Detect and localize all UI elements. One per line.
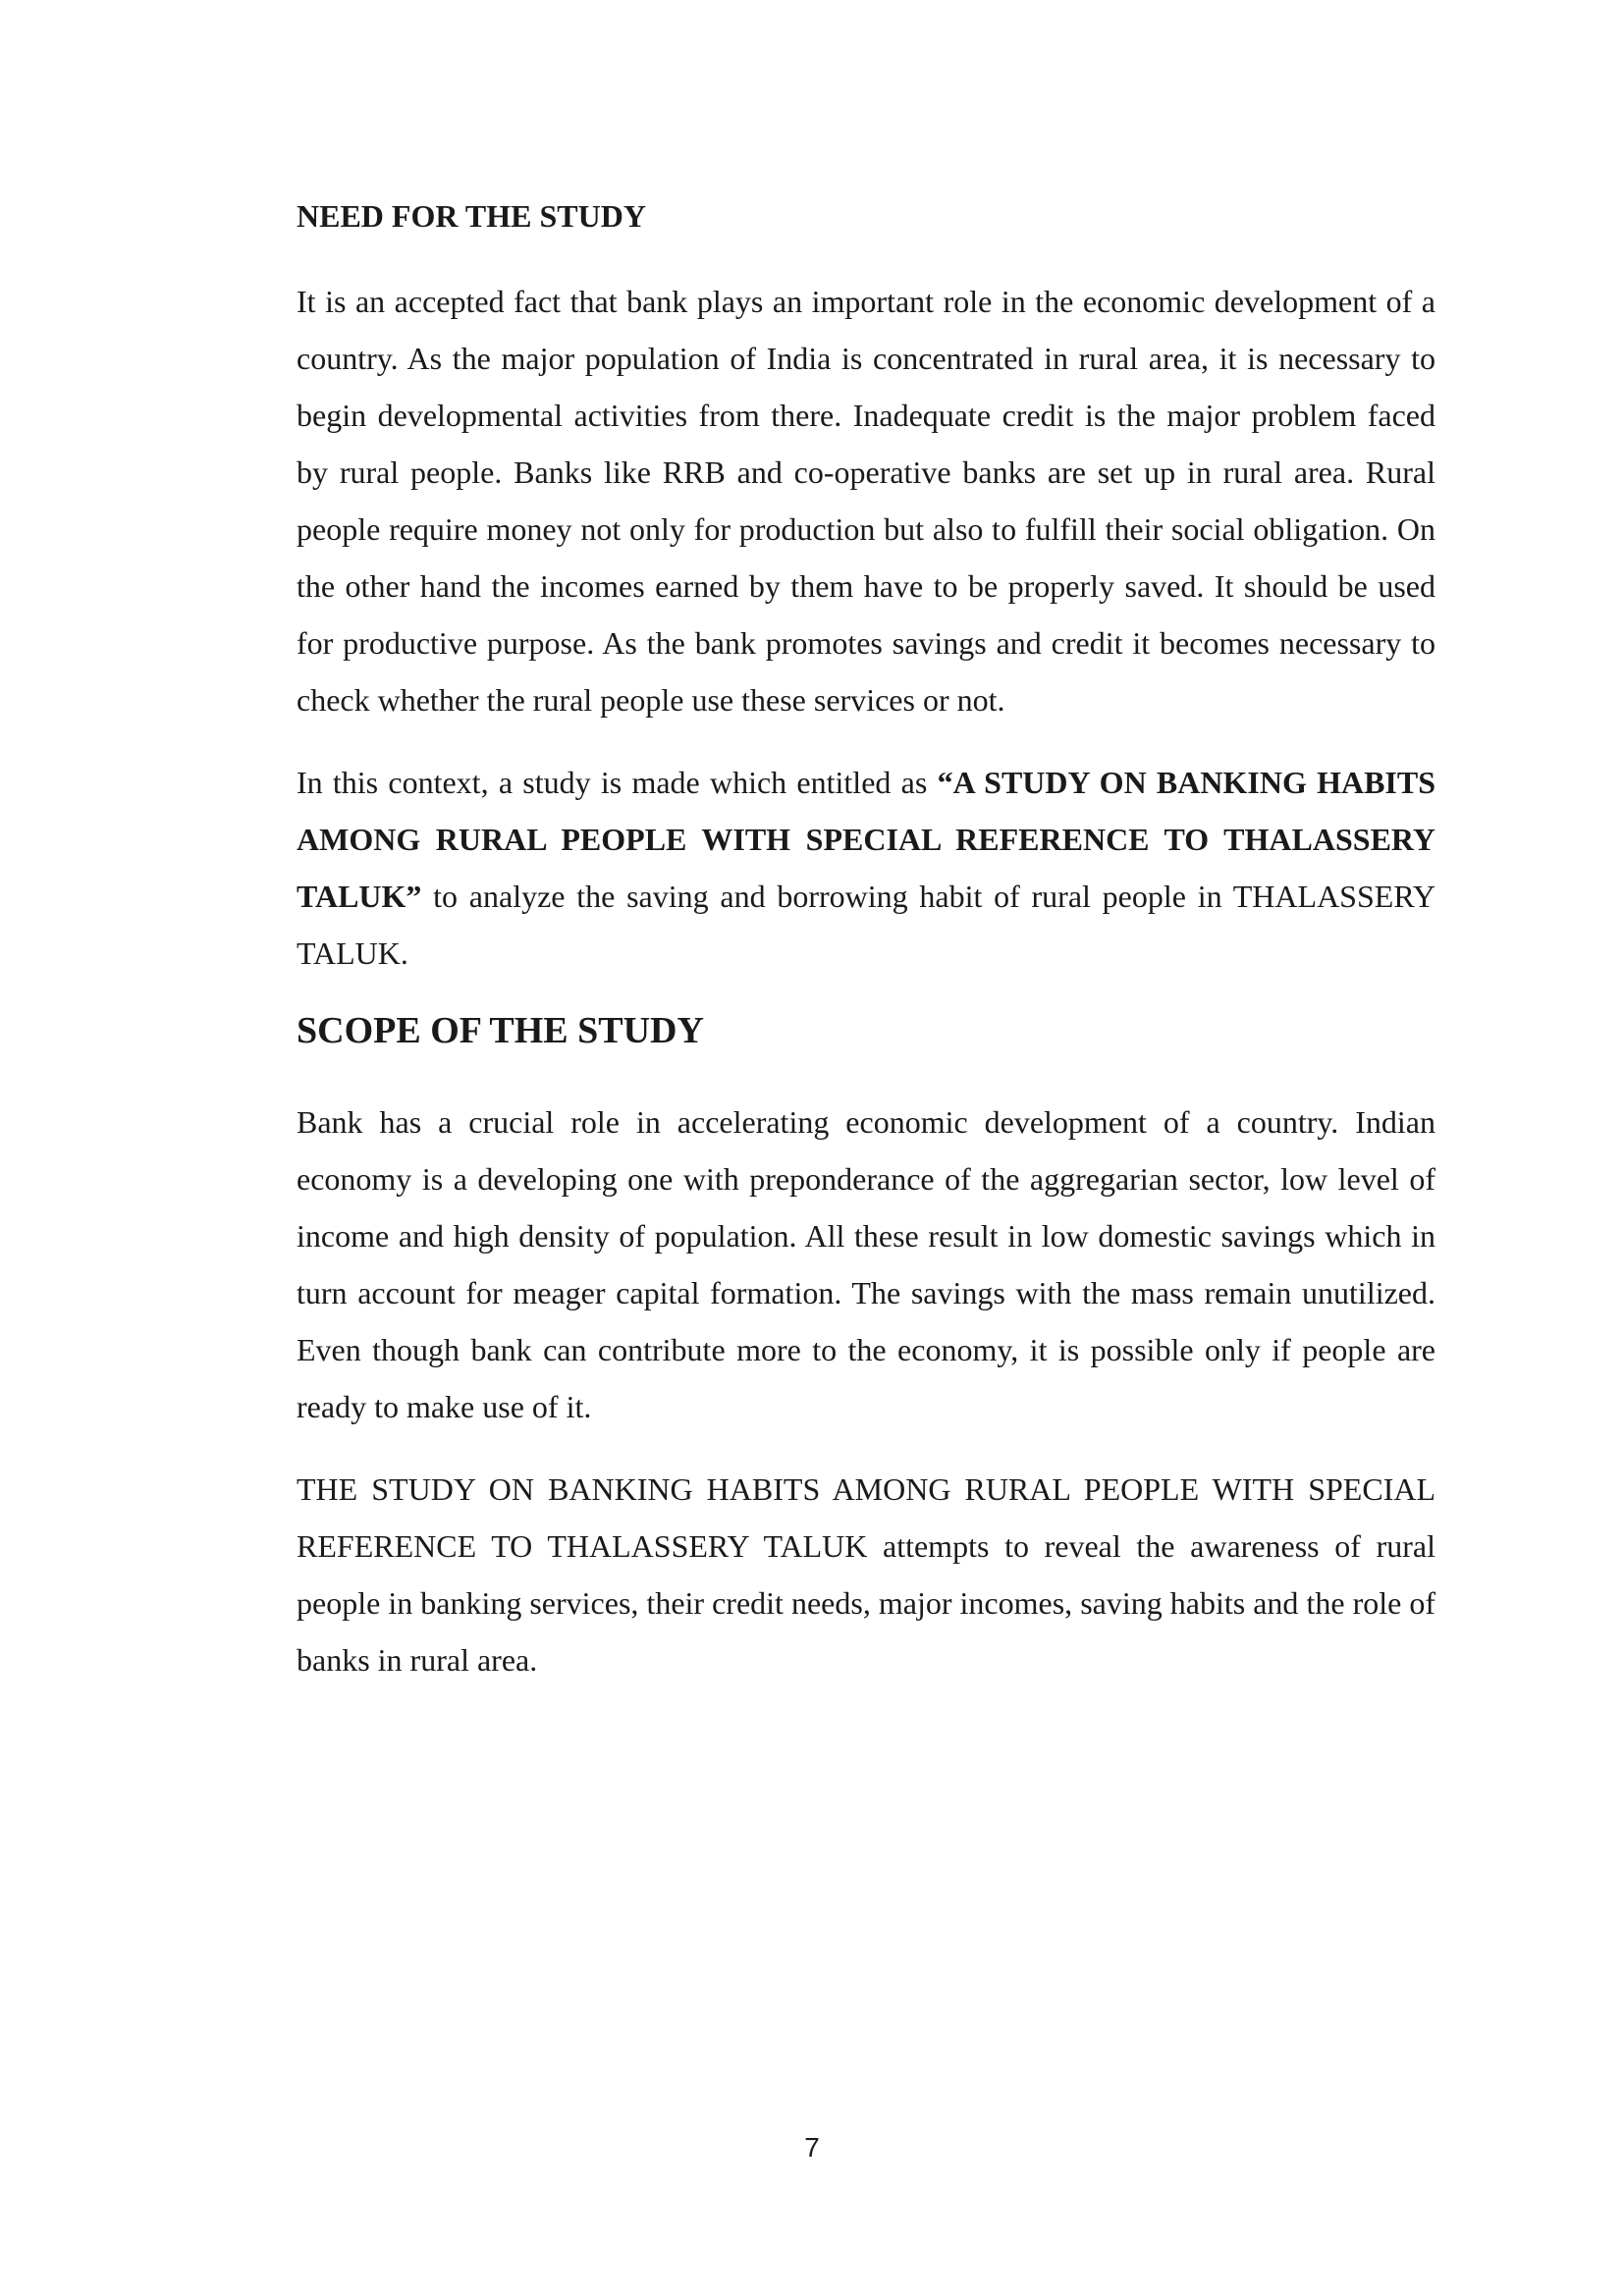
section-heading-need: NEED FOR THE STUDY [297,198,646,234]
section-heading-scope: SCOPE OF THE STUDY [297,1010,704,1051]
context-paragraph [297,754,1435,982]
need-paragraph: It is an accepted fact that bank plays an important role in the economic development of a country. As the major population of India is concentrated in rural area, it is necessary to begin developmental activities from there. Inadequate credit is the major problem faced by rural people. Banks like RRB and co-operative banks are set up in rural area. Rural people require money not only for production but also to fulfill their social obligation. On the other hand the incomes earned by them have to be properly saved. It should be used for productive purpose. As the bank promotes savings and credit it becomes necessary to check whether the rural people use these services or not. [297,284,1435,718]
study-title: “A STUDY ON BANKING HABITS AMONG RURAL PEOPLE WITH SPECIAL REFERENCE TO THALASSERY TALUK” [297,765,1436,914]
study-description-paragraph: THE STUDY ON BANKING HABITS AMONG RURAL PEOPLE WITH SPECIAL REFERENCE TO THALASSERY TALUK attempts to reveal the awareness of rural people in banking services, their credit needs, major incomes, saving habits and the role of banks in rural area. [297,1471,1435,1678]
page-content [297,192,1435,1714]
context-paragraph-suffix: to analyze the saving and borrowing habit of rural people in THALASSERY TALUK. [297,879,1435,971]
page-number: 7 [804,2132,820,2163]
context-paragraph-prefix: In this context, a study is made which entitled as [297,765,938,800]
scope-paragraph: Bank has a crucial role in accelerating economic development of a country. Indian economy is a developing one with preponderance of the aggregarian sector, low level of income and high density of population. All these result in low domestic savings which in turn account for meager capital formation. The savings with the mass remain unutilized. Even though bank can contribute more to the economy, it is possible only if people are ready to make use of it. [297,1104,1435,1424]
